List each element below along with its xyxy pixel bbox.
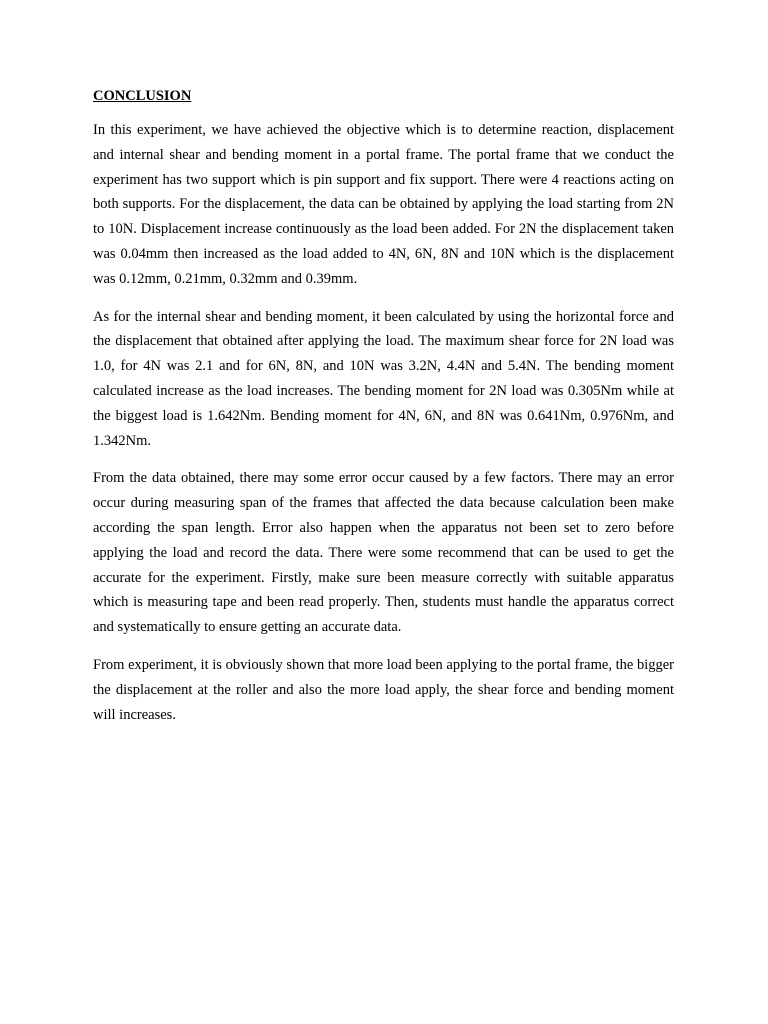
paragraph-shear-bending: As for the internal shear and bending moment, it been calculated by using the horizontal force and the displacement that obtained after applying the load. The maximum shear force for 2N load was 1.0, for 4N was 2.1 and for 6N, 8N, and 10N was 3.2N, 4.4N and 5.4N. The bending moment calculated increase as the load increases. The bending moment for 2N load was 0.305Nm while at the biggest load is 1.642Nm. Bending moment for 4N, 6N, and 8N was 0.641Nm, 0.976Nm, and 1.342Nm. (93, 308, 674, 449)
paragraph-objective: In this experiment, we have achieved the objective which is to determine reaction, displacement and internal shear and bending moment in a portal frame. The portal frame that we conduct the experiment has two support which is pin support and fix support. There were 4 reactions acting on both supports. For the displacement, the data can be obtained by applying the load starting from 2N to 10N. Displacement increase continuously as the load been added. For 2N the displacement taken was 0.04mm then increased as the load added to 4N, 6N, 8N and 10N which is the displacement was 0.12mm, 0.21mm, 0.32mm and 0.39mm. (93, 122, 674, 287)
paragraph-errors: From the data obtained, there may some error occur caused by a few factors. There may an error occur during measuring span of the frames that affected the data because calculation been make according the span length. Error also happen when the apparatus not been set to zero before applying the load and record the data. There were some recommend that can be used to get the accurate for the experiment. Firstly, make sure been measure correctly with suitable apparatus which is measuring tape and been read properly. Then, students must handle the apparatus correct and systematically to ensure getting an accurate data. (93, 470, 674, 636)
section-heading: CONCLUSION (93, 88, 192, 104)
paragraph-summary: From experiment, it is obviously shown that more load been applying to the portal frame, the bigger the displacement at the roller and also the more load apply, the shear force and bending moment will increases. (93, 656, 674, 723)
